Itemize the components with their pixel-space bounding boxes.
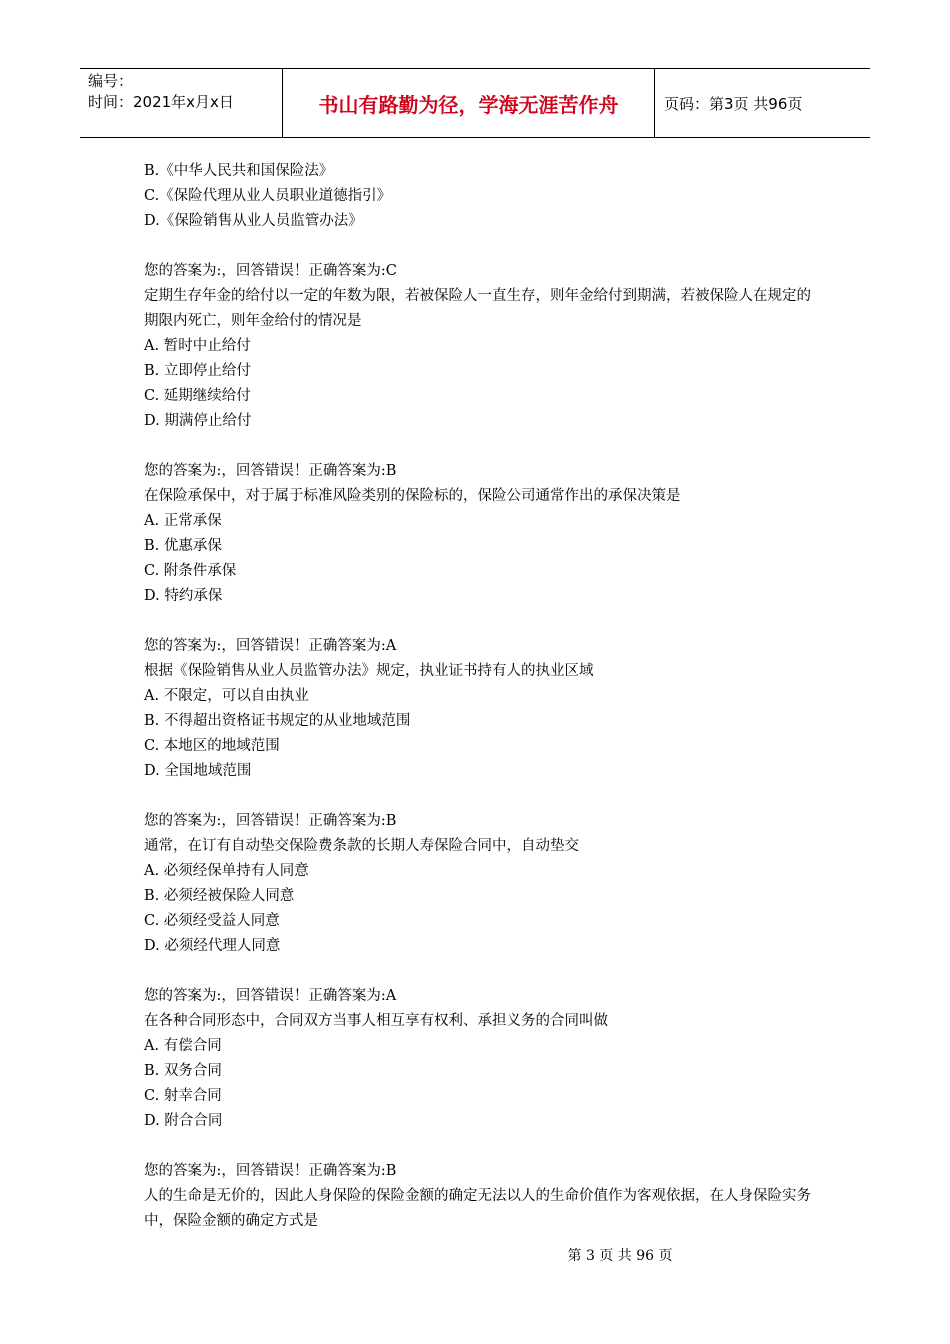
text-line: B.《中华人民共和国保险法》 [144, 163, 334, 179]
text-line: A. 不限定，可以自由执业 [144, 688, 309, 704]
text-line: A. 有偿合同 [144, 1038, 222, 1054]
text-line: 您的答案为:，回答错误！正确答案为:A [144, 638, 397, 654]
document-date: 时间：2021年x月x日 [88, 93, 234, 111]
text-line: C. 射幸合同 [144, 1088, 222, 1104]
text-line: 在保险承保中，对于属于标准风险类别的保险标的，保险公司通常作出的承保决策是 [144, 488, 681, 504]
text-line: 通常，在订有自动垫交保险费条款的长期人寿保险合同中，自动垫交 [144, 838, 579, 854]
document-number-label: 编号： [88, 72, 134, 90]
page-footer: 第 3 页 共 96 页 [567, 1248, 673, 1264]
text-line: D. 期满停止给付 [144, 413, 252, 429]
text-line: 您的答案为:，回答错误！正确答案为:B [144, 1163, 397, 1179]
text-line: D. 全国地域范围 [144, 763, 252, 779]
text-line: 您的答案为:，回答错误！正确答案为:B [144, 813, 397, 829]
blank-line [144, 959, 814, 984]
text-line: C.《保险代理从业人员职业道德指引》 [144, 188, 392, 204]
text-line: 定期生存年金的给付以一定的年数为限，若被保险人一直生存，则年金给付到期满，若被保险人在规定的期限内死亡，则年金给付的情况是 [144, 288, 811, 329]
text-line: 人的生命是无价的，因此人身保险的保险金额的确定无法以人的生命价值作为客观依据，在人身保险实务中，保险金额的确定方式是 [144, 1188, 811, 1229]
text-line: A. 必须经保单持有人同意 [144, 863, 309, 879]
text-line: B. 优惠承保 [144, 538, 222, 554]
blank-line [144, 1134, 814, 1159]
text-line: 根据《保险销售从业人员监管办法》规定，执业证书持有人的执业区域 [144, 663, 594, 679]
blank-line [144, 434, 814, 459]
text-line: C. 附条件承保 [144, 563, 237, 579]
text-line: D. 特约承保 [144, 588, 223, 604]
header-page-info: 页码：第3页 共96页 [664, 94, 803, 113]
text-line: D.《保险销售从业人员监管办法》 [144, 213, 363, 229]
text-line: D. 附合合同 [144, 1113, 223, 1129]
text-line: 您的答案为:，回答错误！正确答案为:A [144, 988, 397, 1004]
text-line: 在各种合同形态中，合同双方当事人相互享有权利、承担义务的合同叫做 [144, 1013, 608, 1029]
page-header [80, 68, 870, 138]
blank-line [144, 784, 814, 809]
blank-line [144, 609, 814, 634]
text-line: B. 立即停止给付 [144, 363, 251, 379]
text-line: C. 延期继续给付 [144, 388, 251, 404]
header-motto: 书山有路勤为径，学海无涯苦作舟 [282, 69, 655, 137]
header-meta [80, 69, 282, 137]
document-body [144, 159, 814, 1234]
text-line: B. 不得超出资格证书规定的从业地域范围 [144, 713, 411, 729]
text-line: A. 暂时中止给付 [144, 338, 251, 354]
blank-line [144, 234, 814, 259]
text-line: 您的答案为:，回答错误！正确答案为:B [144, 463, 397, 479]
text-line: B. 双务合同 [144, 1063, 222, 1079]
text-line: B. 必须经被保险人同意 [144, 888, 295, 904]
text-line: D. 必须经代理人同意 [144, 938, 281, 954]
text-line: A. 正常承保 [144, 513, 222, 529]
text-line: C. 必须经受益人同意 [144, 913, 280, 929]
text-line: C. 本地区的地域范围 [144, 738, 280, 754]
text-line: 您的答案为:，回答错误！正确答案为:C [144, 263, 397, 279]
